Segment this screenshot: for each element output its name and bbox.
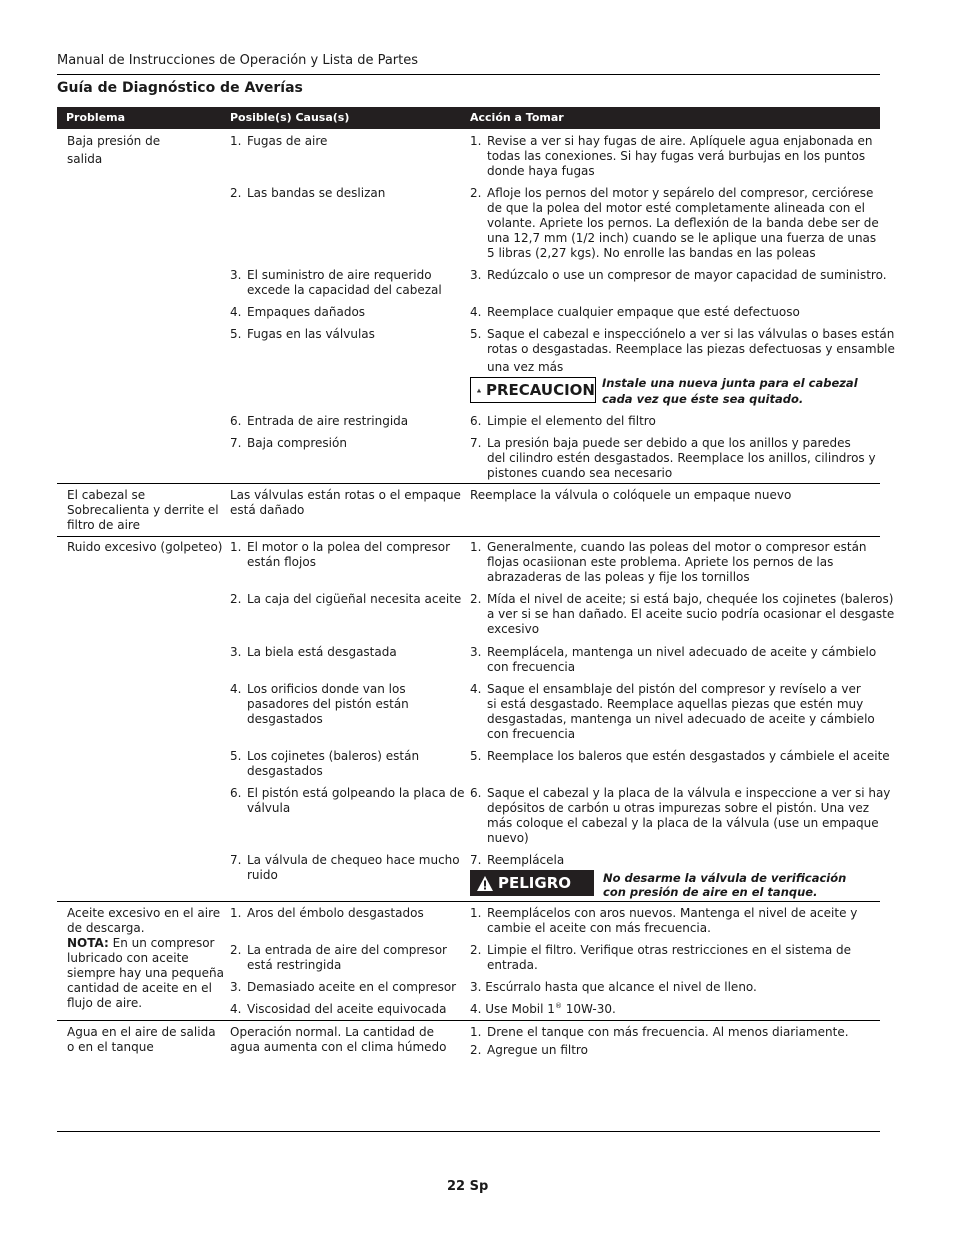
cause-number: 7. [230,853,242,867]
cause-number: 4. [230,1002,242,1016]
cause-text: La válvula de chequeo hace mucho ruido [247,853,460,882]
action-number: 4. [470,682,482,696]
row-divider [57,483,880,484]
cause-number: 5. [230,327,242,341]
action-text: Redúzcalo o use un compresor de mayor capacidad de suministro. [487,268,887,282]
danger-label: PELIGRO [498,874,571,892]
action-number: 2. [470,1043,482,1057]
caution-label: PRECAUCION [485,381,595,399]
action-text: Reemplácela, mantenga un nivel adecuado de aceite y cámbielo con frecuencia [487,645,877,674]
cause-text: Operación normal. La cantidad de agua aumenta con el clima húmedo [230,1025,447,1054]
cause-text: Fugas de aire [247,134,328,148]
manual-title: Manual de Instrucciones de Operación y Lista de Partes [57,53,419,68]
action-number: 1. [470,134,482,148]
row-divider [57,536,880,537]
action-text: 4. Use Mobil 1® 10W-30. [470,1002,616,1016]
problem-cell: Ruido excesivo (golpeteo) [67,540,223,554]
table-header [57,107,880,129]
cause-number: 6. [230,786,242,800]
action-text: Afloje los pernos del motor y sepárelo del compresor, cerciórese de que la polea del motor esté completamente alineada con el volante. Apriete los pernos. La deflexión de la banda debe ser de una 12,7 mm (1/2 inch) cuando se le aplique una fuerza de unas 5 libras (2,27 kgs). No enrolle las bandas en las poleas [487,186,879,260]
row-divider [57,1020,880,1021]
text-line: Baja presión de [67,134,161,148]
cause-text: La caja del cigüeñal necesita aceite [247,592,462,606]
cause-text: El suministro de aire requerido excede la capacidad del cabezal [247,268,442,297]
cause-text: Las válvulas están rotas o el empaque está dañado [230,488,461,517]
cause-text: Las bandas se deslizan [247,186,386,200]
cause-text: Los cojinetes (baleros) están desgastados [247,749,420,778]
action-number: 1. [470,906,482,920]
cause-number: 2. [230,943,242,957]
action-number: 2. [470,186,482,200]
action-number: 7. [470,436,482,450]
problem-cell [67,134,160,167]
header-rule [57,74,880,75]
action-text: Drene el tanque con más frecuencia. Al menos diariamente. [487,1025,849,1039]
cause-number: 2. [230,592,242,606]
footer-rule [57,1131,880,1132]
cause-number: 6. [230,414,242,428]
action-text: Reemplace los baleros que estén desgastados y cámbiele el aceite [487,749,890,763]
note-label: NOTA: [67,936,109,950]
cause-text: Empaques dañados [247,305,366,319]
action-number: 3. [470,645,482,659]
action-number: 5. [470,749,482,763]
cause-number: 1. [230,540,242,554]
action-number: 2. [470,943,482,957]
danger-text: No desarme la válvula de verificación con presión de aire en el tanque. [603,871,847,899]
caution-badge [470,377,596,403]
action-number: 1. [470,540,482,554]
action-number: 4. [470,305,482,319]
cause-text: Viscosidad del aceite equivocada [247,1002,447,1016]
cause-text: Los orificios donde van los pasadores del pistón están desgastados [247,682,409,726]
cause-text: Demasiado aceite en el compresor [247,980,457,994]
action-number: 3. [470,268,482,282]
action-text: Reemplace cualquier empaque que esté defectuoso [487,305,800,319]
action-text: Generalmente, cuando las poleas del motor o compresor están flojas ocasiionan este problema. Apriete los pernos de las abrazaderas de las poleas y fije los tornillos [487,540,867,584]
action-number: 6. [470,414,482,428]
cause-text: Baja compresión [247,436,347,450]
cause-text: La entrada de aire del compresor está restringida [247,943,447,972]
problem-cell: Aceite excesivo en el aire de descarga. NOTA: En un compresor lubricado con aceite siempre hay una pequeña cantidad de aceite en el flujo de aire. [67,906,224,1010]
action-number: 7. [470,853,482,867]
cause-text: La biela está desgastada [247,645,397,659]
warning-triangle-icon [477,876,493,891]
col-action: Acción a Tomar [470,111,564,124]
page-number: 22 Sp [447,1179,489,1194]
cause-number: 1. [230,906,242,920]
action-text: Agregue un filtro [487,1043,588,1057]
action-text: 3. Escúrralo hasta que alcance el nivel de lleno. [470,980,757,994]
action-number: 5. [470,327,482,341]
cause-number: 3. [230,645,242,659]
cause-text: Fugas en las válvulas [247,327,375,341]
action-text: Limpie el elemento del filtro [487,414,656,428]
cause-number: 2. [230,186,242,200]
cause-number: 4. [230,305,242,319]
row-divider [57,901,880,902]
cause-number: 3. [230,268,242,282]
cause-number: 3. [230,980,242,994]
action-text: Saque el cabezal y la placa de la válvula e inspeccione a ver si hay depósitos de carbón u otras impurezas sobre el pistón. Una vez más coloque el cabezal y la placa de la válvula (use un empaque nuevo) [487,786,891,845]
danger-badge [470,870,594,896]
col-cause: Posible(s) Causa(s) [230,111,350,124]
action-text: Saque el ensamblaje del pistón del compresor y revíselo a ver si está desgastado. Reemplace aquellas piezas que estén muy desgastadas, mantenga un nivel adecuado de aceite y cámbielo con frecuencia [487,682,875,741]
action-text: Limpie el filtro. Verifique otras restricciones en el sistema de entrada. [487,943,852,972]
action-number: 1. [470,1025,482,1039]
action-text: Reemplace la válvula o colóquele un empaque nuevo [470,488,792,502]
problem-cell: El cabezal se Sobrecalienta y derrite el filtro de aire [67,488,219,532]
problem-cell: Agua en el aire de salida o en el tanque [67,1025,216,1054]
cause-number: 7. [230,436,242,450]
section-title: Guía de Diagnóstico de Averías [57,80,303,96]
cause-text: El motor o la polea del compresor están flojos [247,540,451,569]
caution-text: Instale una nueva junta para el cabezal cada vez que éste sea quitado. [602,376,858,406]
action-number: 2. [470,592,482,606]
action-text: La presión baja puede ser debido a que los anillos y paredes del cilindro estén desgastados. Reemplace los anillos, cilindros y pistones cuando sea necesario [487,436,876,480]
text-line: salida [67,152,103,166]
cause-text: Aros del émbolo desgastados [247,906,424,920]
warning-triangle-icon [477,383,481,398]
action-text: Mída el nivel de aceite; si está bajo, chequée los cojinetes (baleros) a ver si se han dañado. El aceite sucio podría ocasionar el desgaste excesivo [487,592,895,636]
cause-text: El pistón está golpeando la placa de válvula [247,786,465,815]
cause-number: 4. [230,682,242,696]
cause-number: 1. [230,134,242,148]
col-problem: Problema [66,111,126,124]
action-text: Reemplácelos con aros nuevos. Mantenga el nivel de aceite y cambie el aceite con más frecuencia. [487,906,858,935]
action-number: 6. [470,786,482,800]
action-text: Reemplácela [487,853,565,867]
action-text: Saque el cabezal e inspecciónelo a ver si las válvulas o bases están rotas o desgastadas. Reemplace las piezas defectuosas y ensamble una vez más [487,327,895,374]
cause-number: 5. [230,749,242,763]
action-text: Revise a ver si hay fugas de aire. Aplíquele agua enjabonada en todas las conexiones. Si hay fugas verá burbujas en los puntos donde haya fugas [487,134,873,178]
cause-text: Entrada de aire restringida [247,414,409,428]
